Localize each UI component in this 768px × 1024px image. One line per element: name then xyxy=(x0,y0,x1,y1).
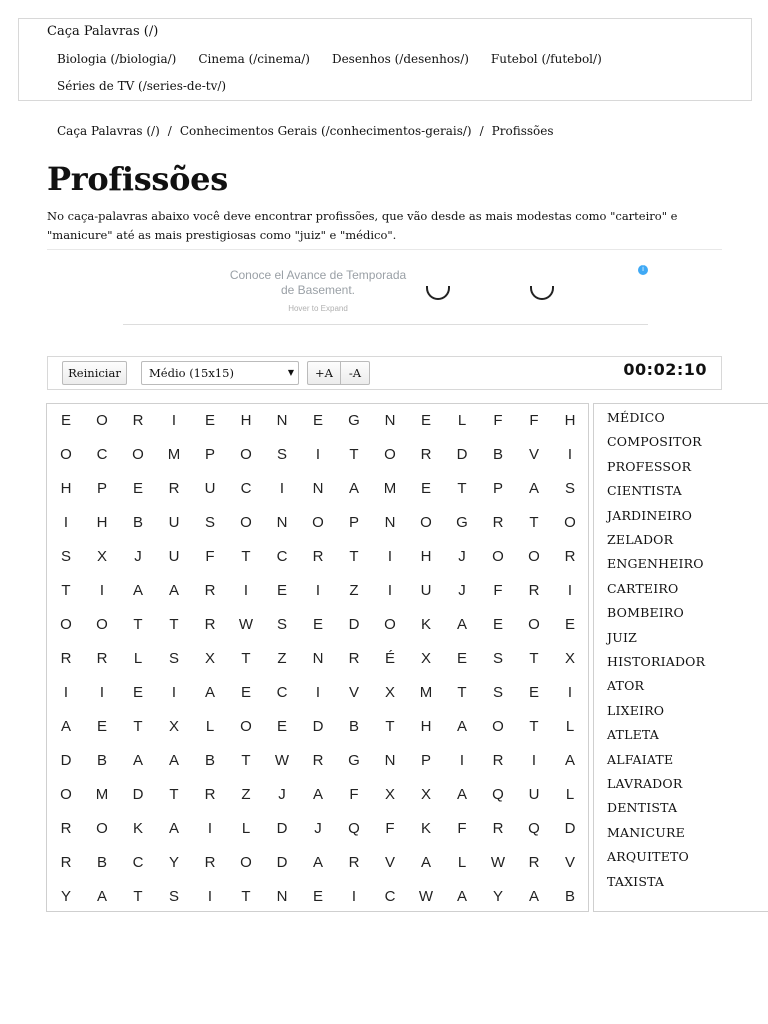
grid-cell[interactable]: N xyxy=(384,752,396,769)
grid-cell[interactable]: E xyxy=(420,480,431,497)
grid-cell[interactable]: É xyxy=(384,650,395,667)
word-list-item: BOMBEIRO xyxy=(607,605,684,621)
word-list-item: PROFESSOR xyxy=(607,458,692,474)
decrease-font-button[interactable]: -A xyxy=(340,361,370,385)
grid-cell[interactable]: M xyxy=(419,684,433,701)
word-list-item: MÉDICO xyxy=(607,410,665,425)
grid-cell[interactable]: C xyxy=(384,888,396,905)
word-list-item: ALFAIATE xyxy=(607,751,674,767)
ad-eye-icon xyxy=(426,286,450,300)
grid-cell[interactable]: A xyxy=(456,718,467,735)
grid-cell[interactable]: G xyxy=(456,514,468,531)
grid-cell[interactable]: L xyxy=(457,854,467,871)
grid-cell[interactable]: A xyxy=(168,752,179,769)
grid-cell[interactable]: I xyxy=(63,514,69,531)
grid-cell[interactable]: K xyxy=(420,616,431,633)
word-list-item: DENTISTA xyxy=(607,800,678,816)
grid-cell[interactable]: X xyxy=(564,650,575,667)
grid-cell[interactable]: C xyxy=(276,548,288,565)
grid-cell[interactable]: X xyxy=(96,548,107,565)
grid-cell[interactable]: J xyxy=(458,582,466,599)
grid-cell[interactable]: L xyxy=(457,412,467,429)
grid-cell[interactable]: R xyxy=(204,854,216,871)
difficulty-value: Médio (15x15) xyxy=(149,366,234,380)
grid-cell[interactable]: P xyxy=(492,480,503,497)
grid-cell[interactable]: I xyxy=(315,582,321,599)
grid-cell[interactable]: S xyxy=(276,446,287,463)
grid-cell[interactable]: U xyxy=(420,582,432,599)
breadcrumb xyxy=(57,124,554,138)
grid-cell[interactable]: O xyxy=(384,616,396,633)
grid-cell[interactable]: F xyxy=(349,786,359,803)
grid-cell[interactable]: O xyxy=(528,548,540,565)
grid-cell[interactable]: H xyxy=(420,718,432,735)
grid-cell[interactable]: Q xyxy=(348,820,360,837)
grid-cell[interactable]: A xyxy=(132,752,143,769)
game-toolbar xyxy=(47,356,722,390)
grid-cell[interactable]: E xyxy=(312,412,323,429)
grid-cell[interactable]: U xyxy=(168,548,180,565)
grid-cell[interactable]: Q xyxy=(492,786,504,803)
word-list xyxy=(593,403,768,912)
grid-cell[interactable]: E xyxy=(240,684,251,701)
grid-cell[interactable]: L xyxy=(241,820,251,837)
grid-cell[interactable]: K xyxy=(132,820,143,837)
grid-cell[interactable]: S xyxy=(168,888,179,905)
grid-cell[interactable]: J xyxy=(458,548,466,565)
ad-eye-icon xyxy=(530,286,554,300)
grid-cell[interactable]: J xyxy=(314,820,322,837)
grid-cell[interactable]: H xyxy=(564,412,576,429)
grid-cell[interactable]: R xyxy=(348,650,360,667)
grid-cell[interactable]: X xyxy=(204,650,215,667)
grid-cell[interactable]: N xyxy=(312,480,324,497)
grid-cell[interactable]: E xyxy=(456,650,467,667)
grid-cell[interactable]: A xyxy=(168,820,179,837)
increase-font-button[interactable]: +A xyxy=(307,361,341,385)
grid-cell[interactable]: X xyxy=(384,684,395,701)
grid-cell[interactable]: F xyxy=(529,412,539,429)
grid-cell[interactable]: P xyxy=(420,752,431,769)
grid-cell[interactable]: C xyxy=(96,446,108,463)
grid-cell[interactable]: A xyxy=(312,854,323,871)
grid-cell[interactable]: E xyxy=(312,888,323,905)
grid-cell[interactable]: S xyxy=(492,684,503,701)
grid-cell[interactable]: T xyxy=(241,752,251,769)
grid-cell[interactable]: I xyxy=(351,888,357,905)
grid-cell[interactable]: I xyxy=(243,582,249,599)
grid-cell[interactable]: R xyxy=(204,582,216,599)
grid-cell[interactable]: R xyxy=(420,446,432,463)
grid-cell[interactable]: O xyxy=(420,514,432,531)
grid-cell[interactable]: A xyxy=(204,684,215,701)
word-list-item: LIXEIRO xyxy=(607,702,665,718)
grid-cell[interactable]: T xyxy=(133,718,143,735)
grid-cell[interactable]: R xyxy=(132,412,144,429)
grid-cell[interactable]: B xyxy=(96,752,107,769)
grid-cell[interactable]: R xyxy=(60,650,72,667)
grid-cell[interactable]: R xyxy=(96,650,108,667)
grid-cell[interactable]: O xyxy=(492,718,504,735)
grid-cell[interactable]: O xyxy=(60,616,72,633)
grid-cell[interactable]: Q xyxy=(528,820,540,837)
grid-cell[interactable]: R xyxy=(168,480,180,497)
grid-cell[interactable]: J xyxy=(134,548,142,565)
ad-text: Conoce el Avance de Temporada de Basement. xyxy=(229,268,407,297)
grid-cell[interactable]: I xyxy=(315,684,321,701)
grid-cell[interactable]: A xyxy=(420,854,431,871)
grid-cell[interactable]: S xyxy=(492,650,503,667)
grid-cell[interactable]: I xyxy=(207,888,213,905)
grid-cell[interactable]: V xyxy=(384,854,395,871)
grid-cell[interactable]: I xyxy=(387,548,393,565)
word-search-grid[interactable] xyxy=(46,403,589,912)
grid-cell[interactable]: E xyxy=(420,412,431,429)
word-list-item: HISTORIADOR xyxy=(607,654,706,669)
grid-cell[interactable]: S xyxy=(564,480,575,497)
grid-cell[interactable]: L xyxy=(565,718,575,735)
grid-cell[interactable]: R xyxy=(60,820,72,837)
grid-cell[interactable]: D xyxy=(276,820,288,837)
advertisement-banner[interactable] xyxy=(123,262,648,325)
grid-cell[interactable]: D xyxy=(132,786,144,803)
grid-cell[interactable]: R xyxy=(204,616,216,633)
grid-cell[interactable]: C xyxy=(132,854,144,871)
grid-cell[interactable]: X xyxy=(384,786,395,803)
grid-cell[interactable]: T xyxy=(349,548,359,565)
grid-cell[interactable]: B xyxy=(492,446,503,463)
timer: 00:02:10 xyxy=(623,360,707,379)
grid-cell[interactable]: O xyxy=(240,446,252,463)
page-description: No caça-palavras abaixo você deve encontrar profissões, que vão desde as mais modestas como "carteiro" e "manicure" até as mais prestigiosas como "juiz" e "médico". xyxy=(47,209,678,242)
grid-cell[interactable]: N xyxy=(312,650,324,667)
grid-cell[interactable]: O xyxy=(312,514,324,531)
grid-cell[interactable]: L xyxy=(205,718,215,735)
word-list-item: ENGENHEIRO xyxy=(607,556,704,572)
grid-cell[interactable]: O xyxy=(60,446,72,463)
grid-cell[interactable]: M xyxy=(95,786,109,803)
grid-cell[interactable]: A xyxy=(456,888,467,905)
grid-cell[interactable]: U xyxy=(168,514,180,531)
grid-cell[interactable]: I xyxy=(315,446,321,463)
grid-cell[interactable]: R xyxy=(528,854,540,871)
grid-cell[interactable]: O xyxy=(96,412,108,429)
grid-cell[interactable]: I xyxy=(171,412,177,429)
nav-link-series-de-tv[interactable]: Séries de TV (/series-de-tv/) xyxy=(57,79,227,93)
grid-cell[interactable]: E xyxy=(528,684,539,701)
grid-cell[interactable]: T xyxy=(457,480,467,497)
grid-cell[interactable]: P xyxy=(204,446,215,463)
breadcrumb-separator: / xyxy=(479,124,484,138)
grid-cell[interactable]: W xyxy=(274,752,290,769)
grid-cell[interactable]: B xyxy=(132,514,143,531)
breadcrumb-current: Profissões xyxy=(491,124,554,138)
grid-cell[interactable]: G xyxy=(348,752,360,769)
grid-cell[interactable]: R xyxy=(528,582,540,599)
grid-cell[interactable]: A xyxy=(348,480,359,497)
divider xyxy=(47,249,722,250)
grid-cell[interactable]: B xyxy=(564,888,575,905)
nav-row-2 xyxy=(57,79,248,93)
grid-cell[interactable]: O xyxy=(132,446,144,463)
word-list-item: COMPOSITOR xyxy=(607,434,702,450)
grid-cell[interactable]: M xyxy=(167,446,181,463)
grid-cell[interactable]: A xyxy=(312,786,323,803)
grid-cell[interactable]: A xyxy=(168,582,179,599)
grid-cell[interactable]: S xyxy=(276,616,287,633)
grid-cell[interactable]: I xyxy=(207,820,213,837)
grid-cell[interactable]: T xyxy=(529,650,539,667)
word-list-item: LAVRADOR xyxy=(607,776,683,791)
grid-cell[interactable]: I xyxy=(387,582,393,599)
grid-cell[interactable]: T xyxy=(241,548,251,565)
grid-cell[interactable]: C xyxy=(276,684,288,701)
grid-cell[interactable]: R xyxy=(60,854,72,871)
grid-cell[interactable]: I xyxy=(531,752,537,769)
grid-cell[interactable]: R xyxy=(312,548,324,565)
grid-cell[interactable]: J xyxy=(278,786,286,803)
grid-cell[interactable]: O xyxy=(96,820,108,837)
grid-cell[interactable]: L xyxy=(133,650,143,667)
grid-cell[interactable]: D xyxy=(348,616,360,633)
grid-cell[interactable]: E xyxy=(132,684,143,701)
grid-cell[interactable]: C xyxy=(240,480,252,497)
word-list-item: ZELADOR xyxy=(607,532,674,547)
ad-subtext: Hover to Expand xyxy=(288,304,348,313)
breadcrumb-conhecimentos-gerais[interactable]: Conhecimentos Gerais (/conhecimentos-gerais/) xyxy=(179,124,472,138)
grid-cell[interactable]: G xyxy=(348,412,360,429)
word-list-item: TAXISTA xyxy=(607,873,665,889)
grid-cell[interactable]: R xyxy=(492,514,504,531)
grid-cell[interactable]: O xyxy=(240,854,252,871)
grid-cell[interactable]: T xyxy=(241,650,251,667)
grid-cell[interactable]: T xyxy=(241,888,251,905)
grid-cell[interactable]: O xyxy=(564,514,576,531)
grid-cell[interactable]: X xyxy=(168,718,179,735)
grid-cell[interactable]: W xyxy=(238,616,254,633)
grid-cell[interactable]: O xyxy=(96,616,108,633)
nav-link-futebol[interactable]: Futebol (/futebol/) xyxy=(490,52,602,66)
grid-cell[interactable]: F xyxy=(205,548,215,565)
nav-link-cinema[interactable]: Cinema (/cinema/) xyxy=(198,52,310,66)
grid-cell[interactable]: R xyxy=(204,786,216,803)
nav-link-desenhos[interactable]: Desenhos (/desenhos/) xyxy=(331,52,469,66)
grid-cell[interactable]: X xyxy=(420,786,431,803)
grid-cell[interactable]: O xyxy=(60,786,72,803)
grid-cell[interactable]: A xyxy=(528,888,539,905)
grid-cell[interactable]: B xyxy=(204,752,215,769)
grid-cell[interactable]: E xyxy=(276,582,287,599)
grid-cell[interactable]: Z xyxy=(277,650,287,667)
grid-cell[interactable]: N xyxy=(384,412,396,429)
grid-cell[interactable]: W xyxy=(490,854,506,871)
grid-cell[interactable]: F xyxy=(385,820,395,837)
grid-cell[interactable]: Y xyxy=(168,854,179,871)
grid-cell[interactable]: F xyxy=(457,820,467,837)
grid-cell[interactable]: H xyxy=(60,480,72,497)
word-list-item: JUIZ xyxy=(607,629,637,645)
grid-cell[interactable]: I xyxy=(567,582,573,599)
word-list-item: MANICURE xyxy=(607,824,685,840)
grid-cell[interactable]: E xyxy=(132,480,143,497)
grid-cell[interactable]: S xyxy=(204,514,215,531)
grid-cell[interactable]: O xyxy=(240,514,252,531)
grid-cell[interactable]: T xyxy=(169,616,179,633)
grid-cell[interactable]: B xyxy=(348,718,359,735)
grid-cell[interactable]: Z xyxy=(349,582,359,599)
grid-cell[interactable]: R xyxy=(492,752,504,769)
grid-cell[interactable]: B xyxy=(96,854,107,871)
grid-cell[interactable]: F xyxy=(493,412,503,429)
grid-cell[interactable]: D xyxy=(60,752,72,769)
grid-cell[interactable]: Y xyxy=(492,888,503,905)
grid-cell[interactable]: R xyxy=(564,548,576,565)
chevron-down-icon: ▼ xyxy=(287,368,294,377)
grid-cell[interactable]: I xyxy=(567,684,573,701)
grid-cell[interactable]: U xyxy=(528,786,540,803)
breadcrumb-home[interactable]: Caça Palavras (/) xyxy=(57,124,160,138)
grid-cell[interactable]: T xyxy=(385,718,395,735)
grid-cell[interactable]: R xyxy=(348,854,360,871)
grid-cell[interactable]: E xyxy=(564,616,575,633)
grid-cell[interactable]: A xyxy=(528,480,539,497)
grid-cell[interactable]: N xyxy=(384,514,396,531)
page-title: Profissões xyxy=(47,160,228,198)
navbar xyxy=(18,18,752,101)
grid-cell[interactable]: V xyxy=(564,854,575,871)
grid-cell[interactable]: O xyxy=(384,446,396,463)
grid-cell[interactable]: T xyxy=(457,684,467,701)
grid-cell[interactable]: T xyxy=(529,718,539,735)
grid-cell[interactable]: I xyxy=(171,684,177,701)
grid-cell[interactable]: O xyxy=(240,718,252,735)
grid-cell[interactable]: K xyxy=(420,820,431,837)
grid-cell[interactable]: E xyxy=(312,616,323,633)
grid-cell[interactable]: D xyxy=(564,820,576,837)
grid-cell[interactable]: Z xyxy=(241,786,251,803)
grid-cell[interactable]: P xyxy=(96,480,107,497)
grid-cell[interactable]: A xyxy=(60,718,71,735)
word-list-item: ATLETA xyxy=(607,727,659,743)
grid-cell[interactable]: V xyxy=(528,446,539,463)
grid-cell[interactable]: T xyxy=(133,888,143,905)
grid-cell[interactable]: H xyxy=(420,548,432,565)
word-list-item: CIENTISTA xyxy=(607,483,682,499)
grid-cell[interactable]: D xyxy=(456,446,468,463)
grid-cell[interactable]: T xyxy=(169,786,179,803)
grid-cell[interactable]: I xyxy=(63,684,69,701)
word-list-item: JARDINEIRO xyxy=(607,507,693,523)
grid-cell[interactable]: F xyxy=(493,582,503,599)
grid-cell[interactable]: I xyxy=(99,582,105,599)
word-list-item: ATOR xyxy=(607,678,645,694)
grid-cell[interactable]: N xyxy=(276,514,288,531)
grid-cell[interactable]: E xyxy=(204,412,215,429)
brand-link[interactable]: Caça Palavras (/) xyxy=(47,24,159,39)
grid-cell[interactable]: I xyxy=(459,752,465,769)
breadcrumb-separator: / xyxy=(167,124,172,138)
grid-cell[interactable]: Y xyxy=(60,888,71,905)
grid-cell[interactable]: E xyxy=(60,412,71,429)
grid-cell[interactable]: S xyxy=(60,548,71,565)
grid-cell[interactable]: S xyxy=(168,650,179,667)
difficulty-select[interactable] xyxy=(141,361,299,385)
grid-cell[interactable]: R xyxy=(492,820,504,837)
grid-cell[interactable]: T xyxy=(529,514,539,531)
grid-cell[interactable]: A xyxy=(564,752,575,769)
grid-cell[interactable]: D xyxy=(276,854,288,871)
grid-cell[interactable]: H xyxy=(96,514,108,531)
grid-cell[interactable]: A xyxy=(132,582,143,599)
nav-link-biologia[interactable]: Biologia (/biologia/) xyxy=(57,52,177,66)
grid-cell[interactable]: R xyxy=(312,752,324,769)
grid-cell[interactable]: H xyxy=(240,412,252,429)
word-list-item: ARQUITETO xyxy=(607,849,690,865)
grid-cell[interactable]: M xyxy=(383,480,397,497)
grid-cell[interactable]: D xyxy=(312,718,324,735)
grid-cell[interactable]: E xyxy=(276,718,287,735)
grid-cell[interactable]: E xyxy=(96,718,107,735)
grid-cell[interactable]: I xyxy=(99,684,105,701)
ad-info-icon[interactable]: i xyxy=(638,265,648,275)
grid-cell[interactable]: X xyxy=(420,650,431,667)
grid-cell[interactable]: A xyxy=(96,888,107,905)
grid-cell[interactable]: A xyxy=(456,616,467,633)
nav-row-1 xyxy=(57,52,624,66)
grid-cell[interactable]: V xyxy=(348,684,359,701)
grid-cell[interactable]: O xyxy=(528,616,540,633)
grid-cell[interactable]: P xyxy=(348,514,359,531)
grid-cell[interactable]: A xyxy=(456,786,467,803)
grid-cell[interactable]: T xyxy=(61,582,71,599)
grid-cell[interactable]: W xyxy=(418,888,434,905)
grid-cell[interactable]: I xyxy=(279,480,285,497)
grid-cell[interactable]: U xyxy=(204,480,216,497)
grid-cell[interactable]: N xyxy=(276,412,288,429)
grid-cell[interactable]: I xyxy=(567,446,573,463)
grid-cell[interactable]: O xyxy=(492,548,504,565)
grid-cell[interactable]: T xyxy=(349,446,359,463)
grid-cell[interactable]: L xyxy=(565,786,575,803)
grid-cell[interactable]: N xyxy=(276,888,288,905)
grid-cell[interactable]: E xyxy=(492,616,503,633)
grid-cell[interactable]: T xyxy=(133,616,143,633)
word-list-item: CARTEIRO xyxy=(607,580,679,596)
restart-button[interactable]: Reiniciar xyxy=(62,361,127,385)
